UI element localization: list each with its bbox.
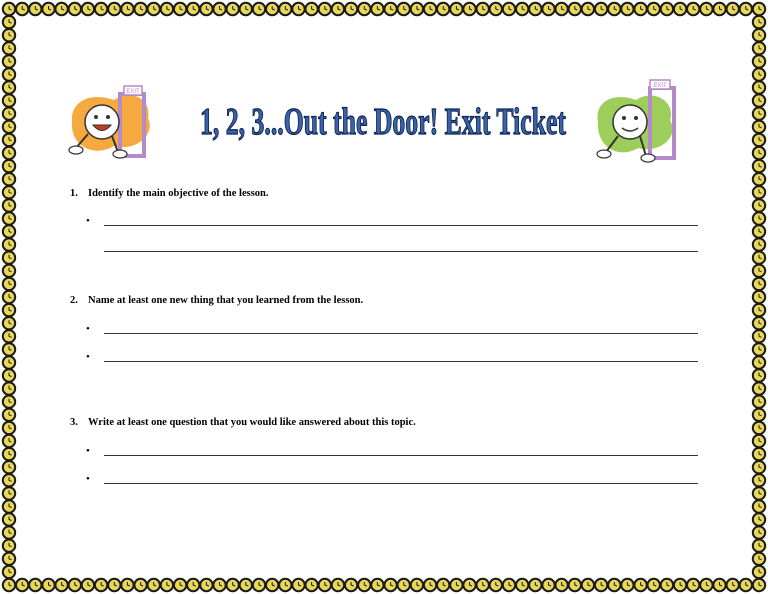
border-clock-icon [174, 3, 186, 15]
border-clock-icon [608, 3, 620, 15]
border-clock-icon [648, 3, 660, 15]
border-clock-icon [3, 173, 15, 185]
border-clock-icon [82, 579, 94, 591]
question-3-text: Write at least one question that you would like answered about this topic. [88, 417, 416, 428]
border-clock-icon [3, 29, 15, 41]
border-clock-icon [411, 3, 423, 15]
border-clock-icon [3, 186, 15, 198]
border-clock-icon [753, 29, 765, 41]
border-clock-icon [3, 409, 15, 421]
question-1 [70, 188, 269, 199]
border-clock-icon [477, 3, 489, 15]
border-clock-icon [753, 265, 765, 277]
border-clock-icon [661, 579, 673, 591]
border-clock-icon [3, 3, 15, 15]
border-clock-icon [753, 448, 765, 460]
border-clock-icon [542, 3, 554, 15]
border-clock-icon [450, 579, 462, 591]
border-clock-icon [3, 147, 15, 159]
border-clock-icon [753, 566, 765, 578]
border-clock-icon [753, 500, 765, 512]
border-clock-icon [753, 317, 765, 329]
border-clock-icon [227, 579, 239, 591]
border-clock-icon [753, 160, 765, 172]
border-clock-icon [490, 579, 502, 591]
border-clock-icon [305, 3, 317, 15]
border-clock-icon [332, 3, 344, 15]
border-clock-icon [3, 317, 15, 329]
border-clock-icon [292, 3, 304, 15]
border-clock-icon [3, 108, 15, 120]
border-clock-icon [3, 42, 15, 54]
border-clock-icon [687, 579, 699, 591]
border-clock-icon [555, 3, 567, 15]
border-clock-icon [3, 513, 15, 525]
border-clock-icon [437, 579, 449, 591]
border-clock-icon [753, 42, 765, 54]
border-clock-icon [3, 252, 15, 264]
border-clock-icon [753, 513, 765, 525]
question-3 [70, 417, 416, 428]
border-clock-icon [753, 252, 765, 264]
border-clock-icon [595, 579, 607, 591]
border-clock-icon [69, 3, 81, 15]
border-clock-icon [134, 3, 146, 15]
border-clock-icon [753, 225, 765, 237]
border-clock-icon [753, 461, 765, 473]
question-2 [70, 295, 363, 306]
question-3-number: 3. [70, 417, 78, 428]
border-clock-icon [3, 553, 15, 565]
border-clock-icon [490, 3, 502, 15]
border-clock-icon [213, 3, 225, 15]
border-clock-icon [108, 579, 120, 591]
border-clock-icon [569, 579, 581, 591]
border-clock-icon [753, 474, 765, 486]
border-clock-icon [3, 225, 15, 237]
border-clock-icon [753, 278, 765, 290]
border-clock-icon [3, 369, 15, 381]
page-title: 1, 2, 3...Out the Door! Exit Ticket [200, 101, 567, 143]
border-clock-icon [305, 579, 317, 591]
border-clock-icon [753, 422, 765, 434]
border-clock-icon [621, 579, 633, 591]
border-clock-icon [700, 3, 712, 15]
border-clock-icon [16, 3, 28, 15]
border-clock-icon [3, 461, 15, 473]
border-clock-icon [148, 3, 160, 15]
border-clock-icon [648, 579, 660, 591]
border-clock-icon [358, 3, 370, 15]
border-clock-icon [753, 238, 765, 250]
border-clock-icon [753, 356, 765, 368]
border-clock-icon [319, 3, 331, 15]
border-clock-icon [740, 3, 752, 15]
border-clock-icon [3, 579, 15, 591]
border-clock-icon [753, 121, 765, 133]
border-clock-icon [503, 3, 515, 15]
answer-2b-bullet: • [86, 351, 90, 363]
border-clock-icon [3, 160, 15, 172]
border-clock-icon [424, 3, 436, 15]
border-clock-icon [384, 579, 396, 591]
border-clock-icon [740, 579, 752, 591]
border-clock-icon [3, 212, 15, 224]
border-clock-icon [16, 579, 28, 591]
border-clock-icon [753, 369, 765, 381]
border-clock-icon [292, 579, 304, 591]
answer-1a-line[interactable] [104, 225, 698, 226]
border-clock-icon [753, 81, 765, 93]
border-clock-icon [200, 579, 212, 591]
border-clock-icon [753, 330, 765, 342]
border-clock-icon [3, 16, 15, 28]
border-clock-icon [253, 579, 265, 591]
border-clock-icon [319, 579, 331, 591]
border-clock-icon [345, 3, 357, 15]
border-clock-icon [753, 16, 765, 28]
border-clock-icon [187, 579, 199, 591]
border-clock-icon [358, 579, 370, 591]
border-clock-icon [753, 173, 765, 185]
border-clock-icon [463, 579, 475, 591]
border-clock-icon [3, 238, 15, 250]
border-clock-icon [753, 94, 765, 106]
border-clock-icon [371, 579, 383, 591]
border-clock-icon [516, 3, 528, 15]
border-clock-icon [3, 566, 15, 578]
answer-3a-bullet: • [86, 445, 90, 457]
border-clock-icon [753, 68, 765, 80]
border-clock-icon [55, 3, 67, 15]
border-clock-icon [3, 343, 15, 355]
border-clock-icon [569, 3, 581, 15]
answer-2b-line[interactable] [104, 361, 698, 362]
border-clock-icon [582, 3, 594, 15]
border-clock-icon [398, 579, 410, 591]
answer-1a-bullet: • [86, 215, 90, 227]
border-clock-icon [55, 579, 67, 591]
border-clock-icon [345, 579, 357, 591]
border-clock-icon [134, 579, 146, 591]
border-clock-icon [108, 3, 120, 15]
border-clock-icon [753, 382, 765, 394]
answer-3b-line[interactable] [104, 483, 698, 484]
border-clock-icon [634, 3, 646, 15]
border-clock-icon [727, 3, 739, 15]
border-clock-icon [240, 3, 252, 15]
border-clock-icon [3, 134, 15, 146]
border-clock-icon [240, 579, 252, 591]
border-clock-icon [174, 579, 186, 591]
border-clock-icon [661, 3, 673, 15]
border-clock-icon [3, 356, 15, 368]
border-clock-icon [3, 396, 15, 408]
border-clock-icon [753, 186, 765, 198]
border-clock-icon [69, 579, 81, 591]
border-clock-icon [634, 579, 646, 591]
border-clock-icon [3, 68, 15, 80]
answer-1b-line[interactable] [104, 251, 698, 252]
border-clock-icon [3, 500, 15, 512]
border-clock-icon [3, 422, 15, 434]
border-clock-icon [753, 108, 765, 120]
question-2-text: Name at least one new thing that you learned from the lesson. [88, 295, 364, 306]
border-clock-icon [3, 487, 15, 499]
border-clock-icon [753, 304, 765, 316]
border-clock-icon [3, 330, 15, 342]
border-clock-icon [42, 579, 54, 591]
border-clock-icon [95, 579, 107, 591]
border-clock-icon [187, 3, 199, 15]
border-clock-icon [398, 3, 410, 15]
border-clock-icon [121, 579, 133, 591]
exit-sign-text-right: EXIT [653, 83, 667, 89]
border-clock-icon [227, 3, 239, 15]
border-clock-icon [542, 579, 554, 591]
border-clock-icon [727, 579, 739, 591]
border-clock-icon [148, 579, 160, 591]
border-clock-icon [3, 382, 15, 394]
border-clock-icon [437, 3, 449, 15]
border-clock-icon [279, 579, 291, 591]
border-clock-icon [621, 3, 633, 15]
question-1-number: 1. [70, 188, 78, 199]
border-clock-icon [713, 579, 725, 591]
border-clock-icon [3, 474, 15, 486]
running-face-clipart-right [588, 78, 686, 168]
border-clock-icon [266, 3, 278, 15]
border-clock-icon [3, 265, 15, 277]
border-clock-icon [161, 3, 173, 15]
border-clock-icon [700, 579, 712, 591]
border-clock-icon [608, 579, 620, 591]
border-clock-icon [3, 540, 15, 552]
border-clock-icon [477, 579, 489, 591]
border-clock-icon [753, 409, 765, 421]
border-clock-icon [161, 579, 173, 591]
border-clock-icon [753, 134, 765, 146]
answer-2a-bullet: • [86, 323, 90, 335]
border-clock-icon [753, 343, 765, 355]
answer-3b-bullet: • [86, 473, 90, 485]
border-clock-icon [753, 553, 765, 565]
border-clock-icon [674, 3, 686, 15]
border-clock-icon [753, 212, 765, 224]
border-clock-icon [3, 55, 15, 67]
border-clock-icon [200, 3, 212, 15]
border-clock-icon [450, 3, 462, 15]
border-clock-icon [42, 3, 54, 15]
border-clock-icon [266, 579, 278, 591]
border-clock-icon [529, 579, 541, 591]
border-clock-icon [753, 396, 765, 408]
border-clock-icon [516, 579, 528, 591]
border-clock-icon [279, 3, 291, 15]
border-clock-icon [3, 121, 15, 133]
border-clock-icon [121, 3, 133, 15]
exit-sign-text-left: EXIT [126, 89, 140, 95]
border-clock-icon [3, 291, 15, 303]
border-clock-icon [3, 94, 15, 106]
border-clock-icon [384, 3, 396, 15]
border-clock-icon [753, 435, 765, 447]
question-2-number: 2. [70, 295, 78, 306]
border-clock-icon [753, 540, 765, 552]
border-clock-icon [674, 579, 686, 591]
border-clock-icon [253, 3, 265, 15]
running-face-clipart-left [66, 82, 158, 164]
border-clock-icon [753, 3, 765, 15]
border-clock-icon [3, 81, 15, 93]
border-clock-icon [753, 147, 765, 159]
border-clock-icon [753, 291, 765, 303]
border-clock-icon [3, 435, 15, 447]
border-clock-icon [29, 579, 41, 591]
border-clock-icon [411, 579, 423, 591]
border-clock-icon [595, 3, 607, 15]
border-clock-icon [3, 526, 15, 538]
question-1-text: Identify the main objective of the lesson. [88, 188, 269, 199]
border-clock-icon [713, 3, 725, 15]
border-clock-icon [95, 3, 107, 15]
border-clock-icon [753, 526, 765, 538]
exit-ticket-title-graphic [196, 90, 570, 146]
border-clock-icon [503, 579, 515, 591]
border-clock-icon [753, 579, 765, 591]
border-clock-icon [753, 55, 765, 67]
answer-3a-line[interactable] [104, 455, 698, 456]
border-clock-icon [3, 199, 15, 211]
border-clock-icon [371, 3, 383, 15]
border-clock-icon [3, 448, 15, 460]
border-clock-icon [687, 3, 699, 15]
border-clock-icon [3, 304, 15, 316]
border-clock-icon [555, 579, 567, 591]
border-clock-icon [213, 579, 225, 591]
border-clock-icon [463, 3, 475, 15]
border-clock-icon [529, 3, 541, 15]
border-clock-icon [582, 579, 594, 591]
border-clock-icon [424, 579, 436, 591]
border-clock-icon [29, 3, 41, 15]
border-clock-icon [3, 278, 15, 290]
border-clock-icon [753, 487, 765, 499]
border-clock-icon [332, 579, 344, 591]
border-clock-icon [753, 199, 765, 211]
answer-2a-line[interactable] [104, 333, 698, 334]
border-clock-icon [82, 3, 94, 15]
